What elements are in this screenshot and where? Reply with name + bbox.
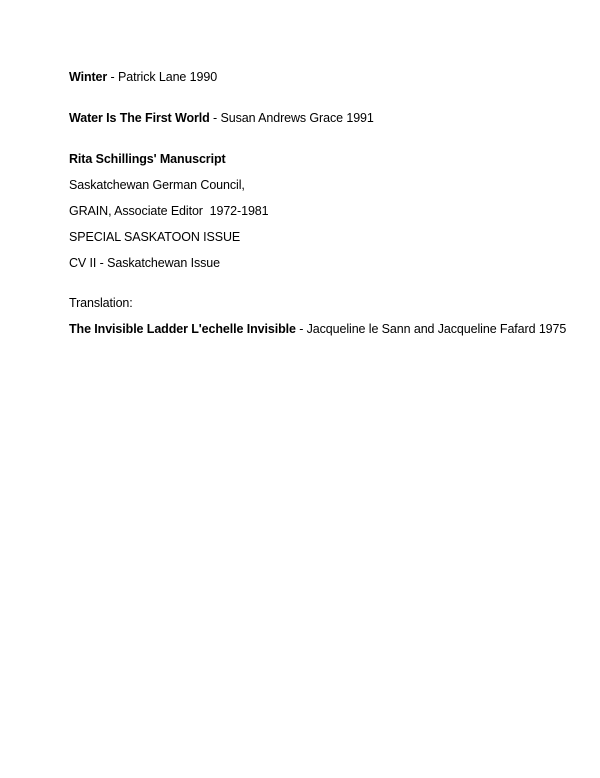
entry-detail: Susan Andrews Grace 1991 (220, 111, 374, 125)
translation-label: Translation: (69, 296, 133, 310)
cv-detail: - Saskatchewan Issue (96, 256, 220, 270)
grain-detail: , Associate Editor 1972-1981 (108, 204, 269, 218)
translation-detail: Jacqueline le Sann and Jacqueline Fafard 1975 (306, 322, 567, 336)
cv-line (69, 256, 220, 271)
entry-winter (69, 70, 217, 85)
cv-title: CV II (69, 256, 97, 270)
entry-detail: Patrick Lane 1990 (118, 70, 218, 84)
grain-title: GRAIN (69, 204, 109, 218)
council-line: Saskatchewan German Council, (69, 178, 245, 192)
entry-water-first-world (69, 111, 374, 126)
entry-separator: - (107, 70, 118, 84)
translation-title: The Invisible Ladder L'echelle Invisible (69, 322, 296, 336)
translation-separator: - (295, 322, 307, 336)
entry-separator: - (209, 111, 221, 125)
entry-title: Winter (69, 70, 108, 84)
entry-title: Water Is The First World (69, 111, 210, 125)
grain-line (69, 204, 269, 219)
translation-entry (69, 322, 566, 337)
special-issue-line: SPECIAL SASKATOON ISSUE (69, 230, 241, 244)
manuscript-title: Rita Schillings' Manuscript (69, 152, 226, 166)
